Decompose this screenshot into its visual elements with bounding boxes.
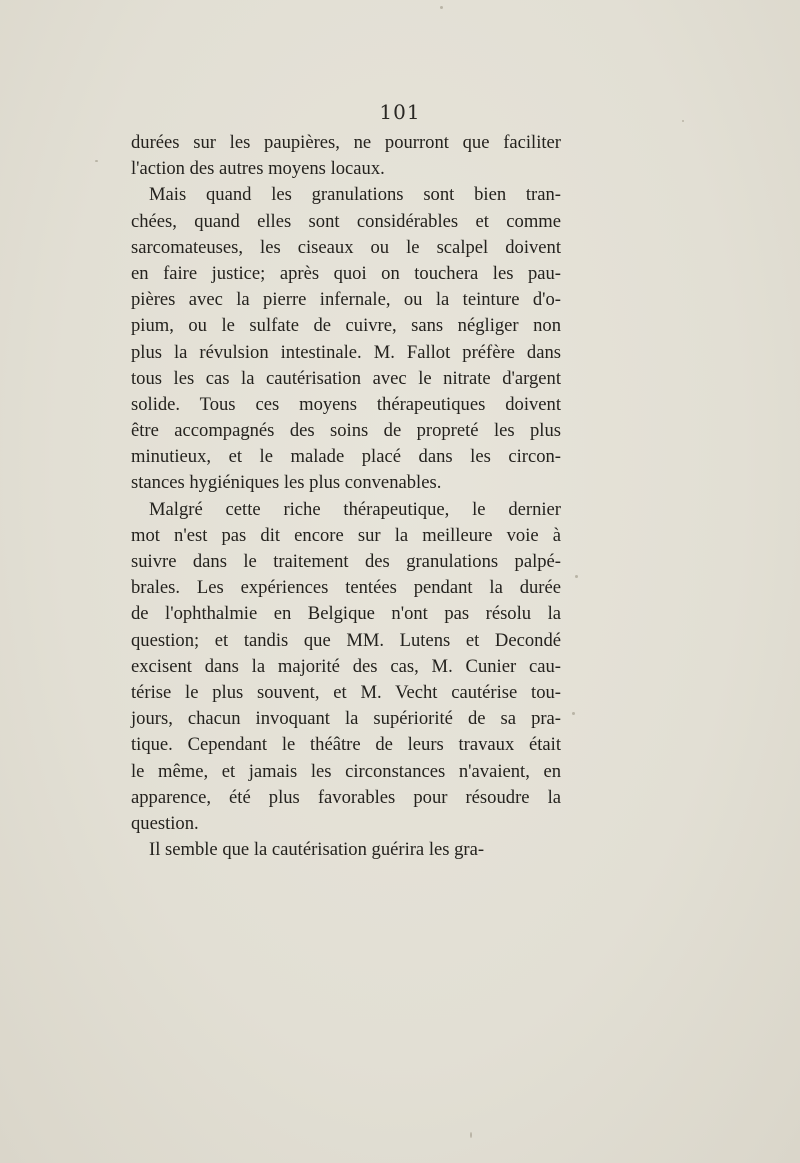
paragraph-start-line: Il semble que la cautérisation guérira les gra- [149, 839, 485, 861]
text-line: de l'ophthalmie en Belgique n'ont pas résolu la [131, 603, 561, 625]
paper-speck [572, 712, 575, 715]
page-number: 101 [379, 100, 421, 124]
text-line: durées sur les paupières, ne pourront que faciliter [131, 132, 561, 153]
text-line: être accompagnés des soins de propreté les plus [131, 420, 561, 442]
text-line: l'action des autres moyens locaux. [131, 158, 385, 180]
text-line: plus la révulsion intestinale. M. Fallot préfère dans [131, 341, 561, 363]
body-text [131, 130, 561, 863]
text-line: tique. Cependant le théâtre de leurs travaux était [131, 734, 561, 756]
text-line: pières avec la pierre infernale, ou la teinture d'o- [131, 289, 561, 311]
text-line: apparence, été plus favorables pour résoudre la [131, 786, 561, 808]
paper-speck [95, 160, 98, 162]
paragraph-start-line: Malgré cette riche thérapeutique, le dernier [149, 498, 561, 520]
text-line: suivre dans le traitement des granulations palpé- [131, 551, 561, 572]
text-line: térise le plus souvent, et M. Vecht cautérise tou- [131, 681, 561, 703]
text-line: brales. Les expériences tentées pendant la durée [131, 577, 561, 599]
paper-speck [575, 575, 578, 578]
text-line: stances hygiéniques les plus convenables. [131, 472, 442, 494]
text-line: jours, chacun invoquant la supériorité de sa pra- [131, 708, 561, 730]
text-line: solide. Tous ces moyens thérapeutiques doivent [131, 393, 561, 415]
text-line: sarcomateuses, les ciseaux ou le scalpel doivent [131, 236, 561, 258]
text-line: en faire justice; après quoi on touchera les pau- [131, 262, 561, 284]
paper-speck [470, 1132, 472, 1138]
text-line: chées, quand elles sont considérables et comme [131, 210, 561, 232]
text-line: tous les cas la cautérisation avec le nitrate d'argent [131, 367, 561, 389]
paragraph-start-line: Mais quand les granulations sont bien tran- [149, 184, 561, 206]
text-line: le même, et jamais les circonstances n'avaient, en [131, 760, 561, 782]
text-line: question; et tandis que MM. Lutens et Decondé [131, 629, 561, 651]
text-line: minutieux, et le malade placé dans les circon- [131, 446, 561, 468]
text-line: question. [131, 812, 199, 834]
paper-speck [440, 6, 443, 9]
text-line: mot n'est pas dit encore sur la meilleure voie à [131, 524, 561, 546]
text-line: excisent dans la majorité des cas, M. Cunier cau- [131, 655, 561, 677]
text-line: pium, ou le sulfate de cuivre, sans négliger non [131, 315, 561, 337]
